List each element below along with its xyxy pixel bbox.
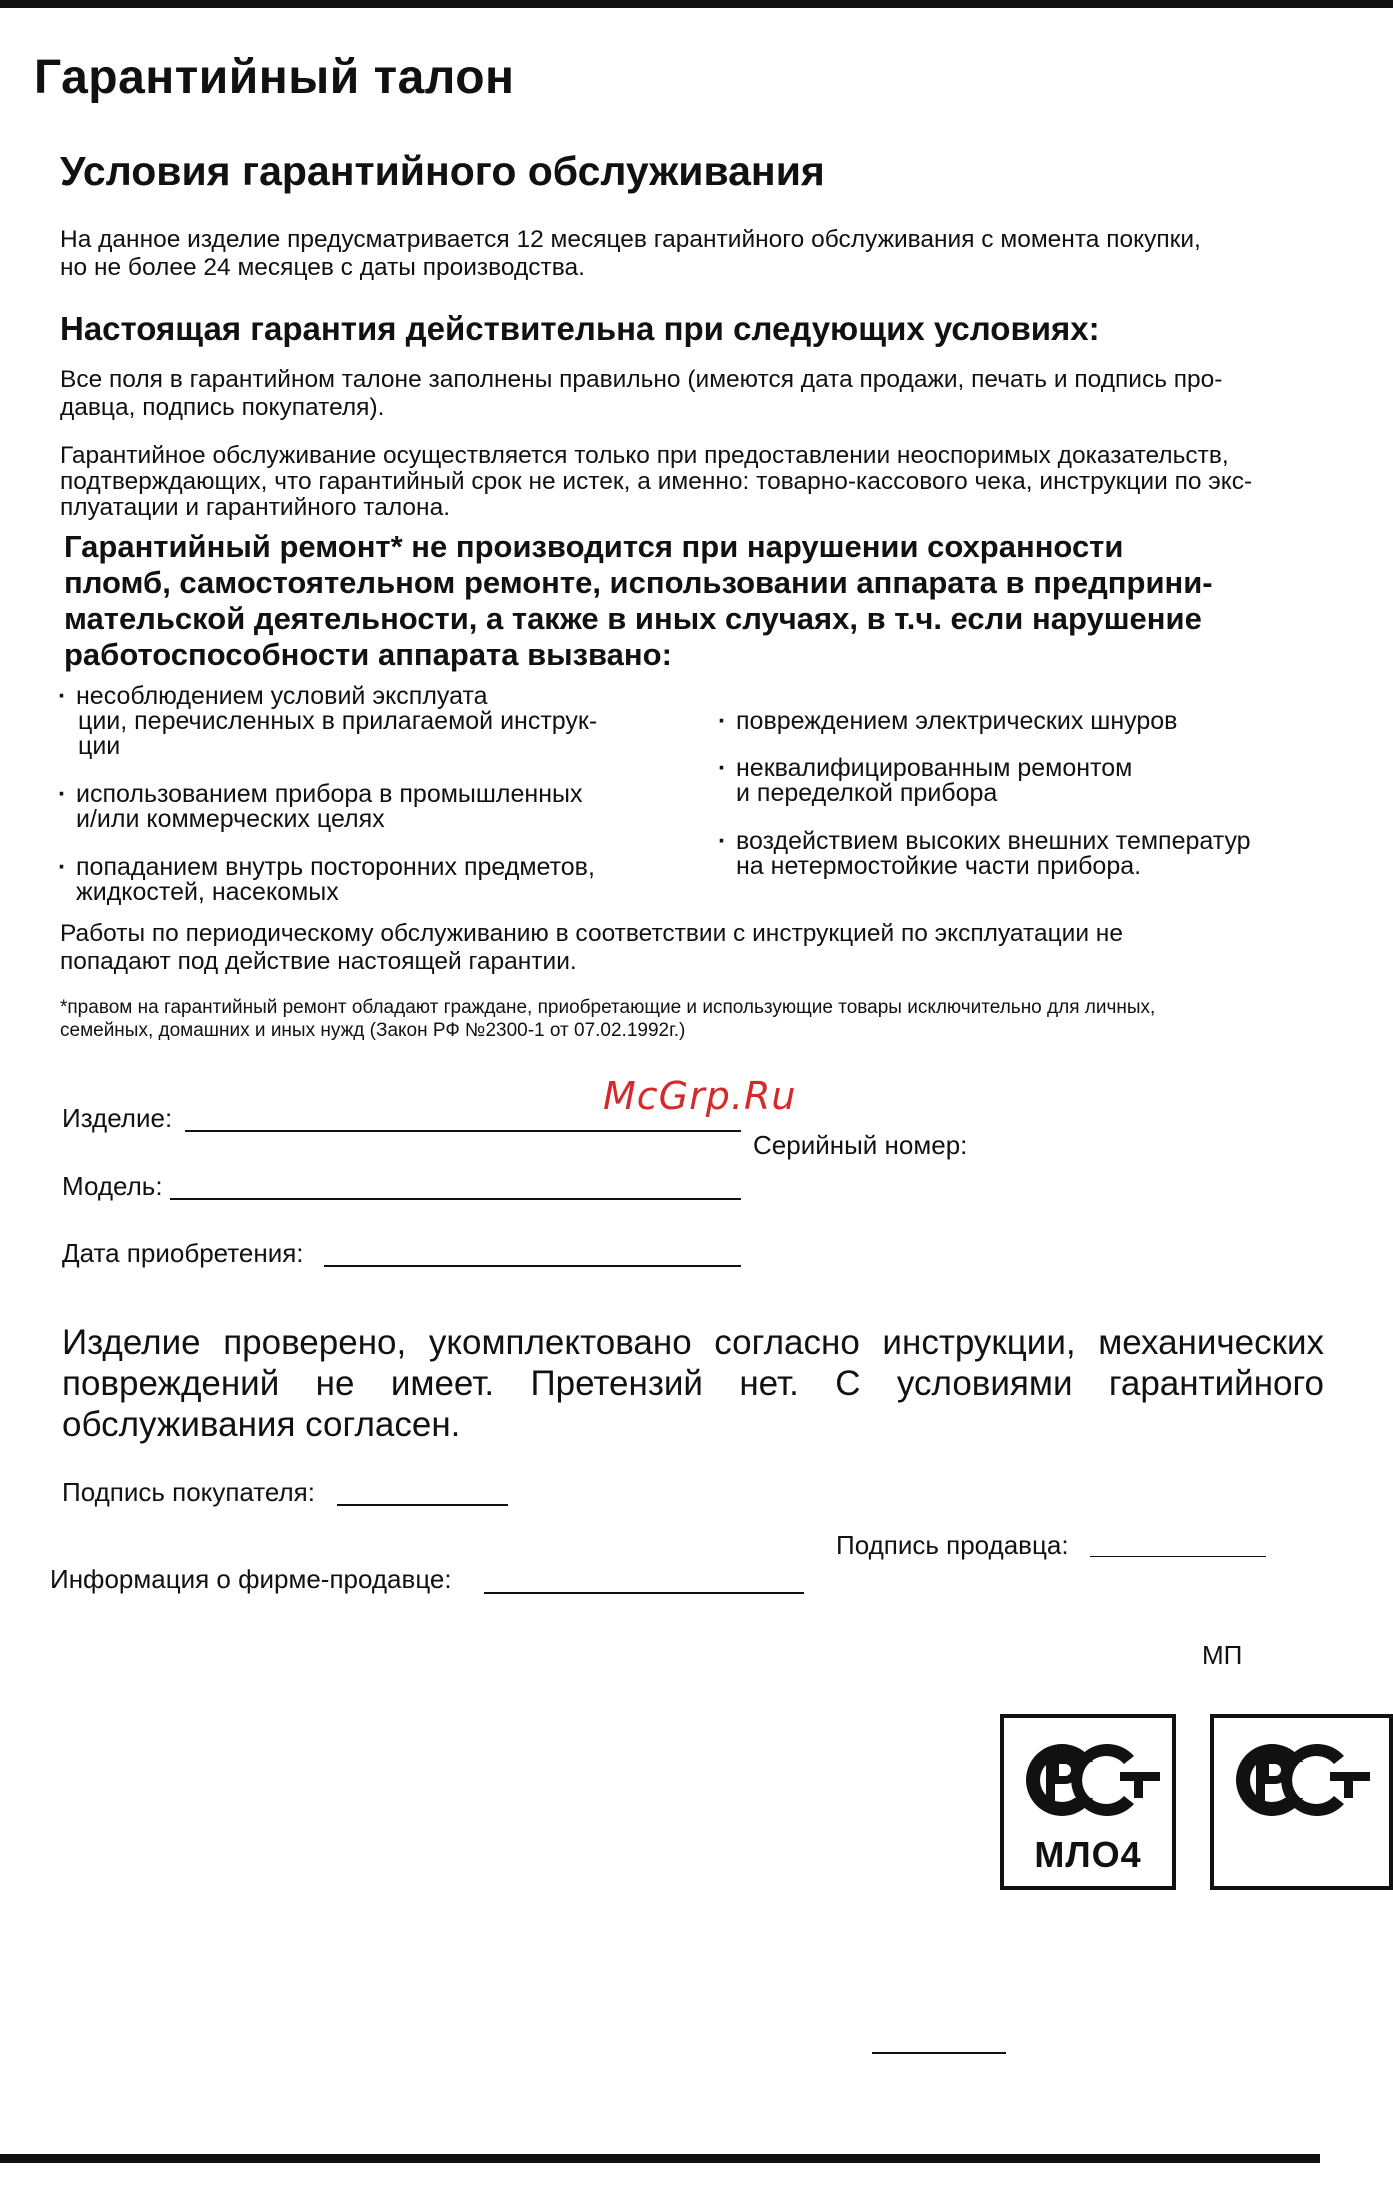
list-item: · попаданием внутрь посторонних предметов, жидкостей, насекомых (58, 855, 716, 905)
seller-signature-label: Подпись продавца: (836, 1530, 1069, 1560)
list-item: · использованием прибора в промышленных и/или коммерческих целях (58, 782, 716, 832)
proof-line-1: Гарантийное обслуживание осуществляется только при предоставлении неоспоримых доказательств, (60, 442, 1229, 469)
rst-logo-icon (1016, 1732, 1164, 1832)
top-border (0, 0, 1393, 8)
proof-line-3: плуатации и гарантийного талона. (60, 494, 451, 521)
exclusions-line-2: пломб, самостоятельном ремонте, использовании аппарата в предприни- (64, 565, 1213, 600)
seller-info-field[interactable] (484, 1592, 804, 1594)
exclusions-line-1: Гарантийный ремонт* не производится при нарушении сохранности (64, 529, 1124, 564)
divider-line (872, 2052, 1006, 2054)
periodic-line-2: попадают под действие настоящей гарантии. (60, 948, 577, 975)
footnote-line-2: семейных, домашних и иных нужд (Закон РФ №2300-1 от 07.02.1992г.) (60, 1020, 686, 1041)
fields-line-1: Все поля в гарантийном талоне заполнены правильно (имеются дата продажи, печать и подпись про- (60, 366, 1223, 393)
exclusions-line-4: работоспособности аппарата вызвано: (64, 637, 672, 672)
periodic-line-1: Работы по периодическому обслуживанию в соответствии с инструкцией по эксплуатации не (60, 920, 1123, 947)
list-item: · воздействием высоких внешних температур на нетермостойкие части прибора. (718, 829, 1376, 879)
seller-info-label: Информация о фирме-продавце: (50, 1564, 452, 1594)
stamp-place-label: МП (1202, 1640, 1243, 1670)
list-item: · повреждением электрических шнуров (718, 709, 1376, 734)
exclusions-paragraph (64, 529, 1334, 673)
page-title: Гарантийный талон (34, 51, 515, 104)
exclusions-line-3: мательской деятельности, а также в иных случаях, в т.ч. если нарушение (64, 601, 1202, 636)
intro-line-2: но не более 24 месяцев с даты производства. (60, 254, 585, 281)
rst-logo-icon (1226, 1732, 1374, 1832)
bottom-border (0, 2154, 1320, 2163)
model-field[interactable] (170, 1198, 741, 1200)
footnote (60, 996, 1330, 1042)
intro-line-1: На данное изделие предусматривается 12 месяцев гарантийного обслуживания с момента покупки, (60, 226, 1201, 253)
watermark: McGrp.Ru (603, 1074, 797, 1118)
buyer-signature-field[interactable] (337, 1504, 508, 1506)
serial-number-label: Серийный номер: (753, 1130, 968, 1160)
model-label: Модель: (62, 1171, 163, 1201)
proof-line-2: подтверждающих, что гарантийный срок не истек, а именно: товарно-кассового чека, инструкции по экс- (60, 468, 1253, 495)
certification-code: МЛО4 (1034, 1834, 1142, 1875)
purchase-date-field[interactable] (324, 1265, 741, 1267)
intro-paragraph (60, 226, 1325, 282)
fields-paragraph (60, 366, 1325, 422)
certification-mark (1210, 1714, 1393, 1890)
proof-paragraph (60, 443, 1325, 521)
footnote-line-1: *правом на гарантийный ремонт обладают граждане, приобретающие и использующие товары исключительно для личных, (60, 997, 1156, 1018)
conditions-heading: Условия гарантийного обслуживания (60, 148, 825, 194)
buyer-signature-label: Подпись покупателя: (62, 1477, 315, 1507)
certification-mark-mlo4 (1000, 1714, 1176, 1890)
periodic-service-paragraph (60, 920, 1325, 976)
purchase-date-label: Дата приобретения: (62, 1238, 304, 1268)
seller-signature-field[interactable] (1090, 1556, 1266, 1557)
acceptance-statement: Изделие проверено, укомплектовано согласно инструкции, механических повреждений не имеет. Претензий нет. С условиями гарантийного обслуживания согласен. (62, 1323, 1324, 1444)
fields-line-2: давца, подпись покупателя). (60, 394, 385, 421)
product-field[interactable] (185, 1130, 741, 1132)
list-item: · несоблюдением условий эксплуата ции, перечисленных в прилагаемой инструк- ции (58, 684, 716, 759)
product-label: Изделие: (62, 1103, 173, 1133)
list-item: · неквалифицированным ремонтом и переделкой прибора (718, 756, 1376, 806)
valid-conditions-heading: Настоящая гарантия действительна при следующих условиях: (60, 310, 1100, 347)
